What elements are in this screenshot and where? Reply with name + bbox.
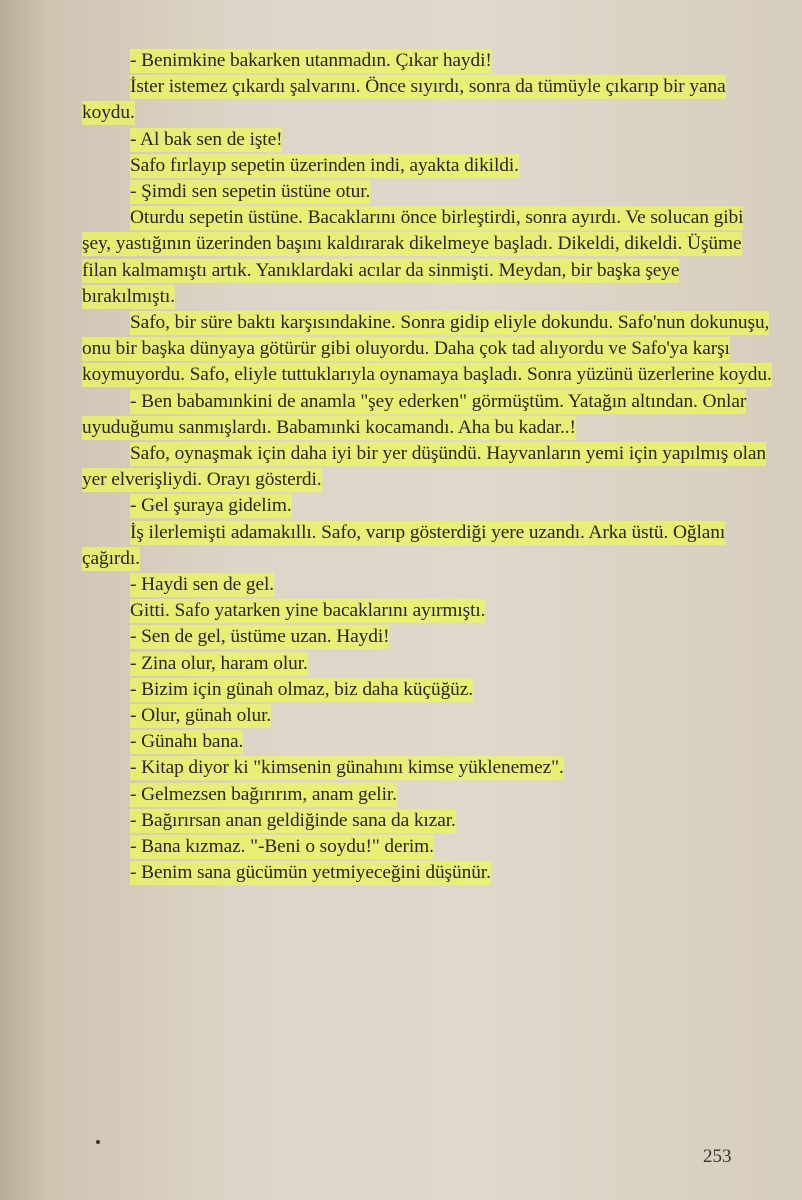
highlighted-text: - Zina olur, haram olur. [130,652,308,674]
paragraph-15 [82,651,772,677]
highlighted-text: - Benimkine bakarken utanmadın. Çıkar haydi! [130,50,492,71]
paragraph-7 [82,310,772,389]
paragraph-10 [82,493,772,519]
paragraph-3 [82,127,772,153]
paragraph-20 [82,782,772,808]
paragraph-22 [82,834,772,860]
paragraph-19 [82,755,772,781]
highlighted-text: - Bizim için günah olmaz, biz daha küçüğüz. [130,678,474,700]
highlighted-text: - Benim sana gücümün yetmiyeceğini düşünür. [130,862,491,884]
highlighted-text: Oturdu sepetin üstüne. Bacaklarını önce birleştirdi, sonra ayırdı. Ve solucan gibi şey, yastığının üzerinden başını kaldırarak dikelmeye başladı. Dikeldi, dikeldi. Üşüme filan kalmamıştı artık. Yanıklardaki acılar da sinmişti. Meydan, bir başka şeye bırakılmıştı. [82,207,744,307]
highlighted-text: - Bana kızmaz. "-Beni o soydu!" derim. [130,836,434,858]
highlighted-text: Gitti. Safo yatarken yine bacaklarını ayırmıştı. [130,600,486,622]
paragraph-5 [82,179,772,205]
paragraph-4 [82,153,772,179]
paragraph-11 [82,520,772,572]
highlighted-text: Safo, oynaşmak için daha iyi bir yer düşündü. Hayvanların yemi için yapılmış olan yer elverişliydi. Orayı gösterdi. [82,443,766,491]
highlighted-text: İster istemez çıkardı şalvarını. Önce sıyırdı, sonra da tümüyle çıkarıp bir yana koydu. [82,76,726,124]
highlighted-text: - Şimdi sen sepetin üstüne otur. [130,181,371,203]
highlighted-text: - Al bak sen de işte! [130,128,283,150]
highlighted-text: İş ilerlemişti adamakıllı. Safo, varıp gösterdiği yere uzandı. Arka üstü. Oğlanı çağırdı. [82,521,726,569]
page-number: 253 [703,1146,732,1167]
paragraph-13 [82,598,772,624]
paragraph-12 [82,572,772,598]
highlighted-text: Safo fırlayıp sepetin üzerinden indi, ayakta dikildi. [130,154,519,176]
highlighted-text: - Haydi sen de gel. [130,574,275,596]
highlighted-text: - Sen de gel, üstüme uzan. Haydi! [130,626,390,648]
paragraph-23 [82,860,772,886]
paragraph-6 [82,205,772,310]
highlighted-text: - Günahı bana. [130,731,244,753]
page-text [82,48,772,887]
highlighted-text: Safo, bir süre baktı karşısındakine. Sonra gidip eliyle dokundu. Safo'nun dokunuşu, onu bir başka dünyaya götürür gibi oluyordu. Daha çok tad alıyordu ve Safo'ya karşı koymuyordu. Safo, eliyle tuttuklarıyla oynamaya başladı. Sonra yüzünü üzerlerine koydu. [82,312,772,386]
paragraph-21 [82,808,772,834]
highlighted-text: - Olur, günah olur. [130,705,272,727]
ink-speck [96,1140,100,1144]
paragraph-16 [82,677,772,703]
paragraph-18 [82,729,772,755]
paragraph-9 [82,441,772,493]
paragraph-14 [82,624,772,650]
paragraph-17 [82,703,772,729]
highlighted-text: - Kitap diyor ki "kimsenin günahını kimse yüklenemez". [130,757,564,779]
highlighted-text: - Gelmezsen bağırırım, anam gelir. [130,783,397,805]
paragraph-1 [82,48,772,74]
paragraph-8 [82,389,772,441]
highlighted-text: - Ben babamınkini de anamla "şey ederken" görmüştüm. Yatağın altından. Onlar uyuduğumu sanmışlardı. Babamınki kocamandı. Aha bu kadar..! [82,390,747,438]
paragraph-2 [82,74,772,126]
highlighted-text: - Gel şuraya gidelim. [130,495,292,517]
highlighted-text: - Bağırırsan anan geldiğinde sana da kızar. [130,809,456,831]
